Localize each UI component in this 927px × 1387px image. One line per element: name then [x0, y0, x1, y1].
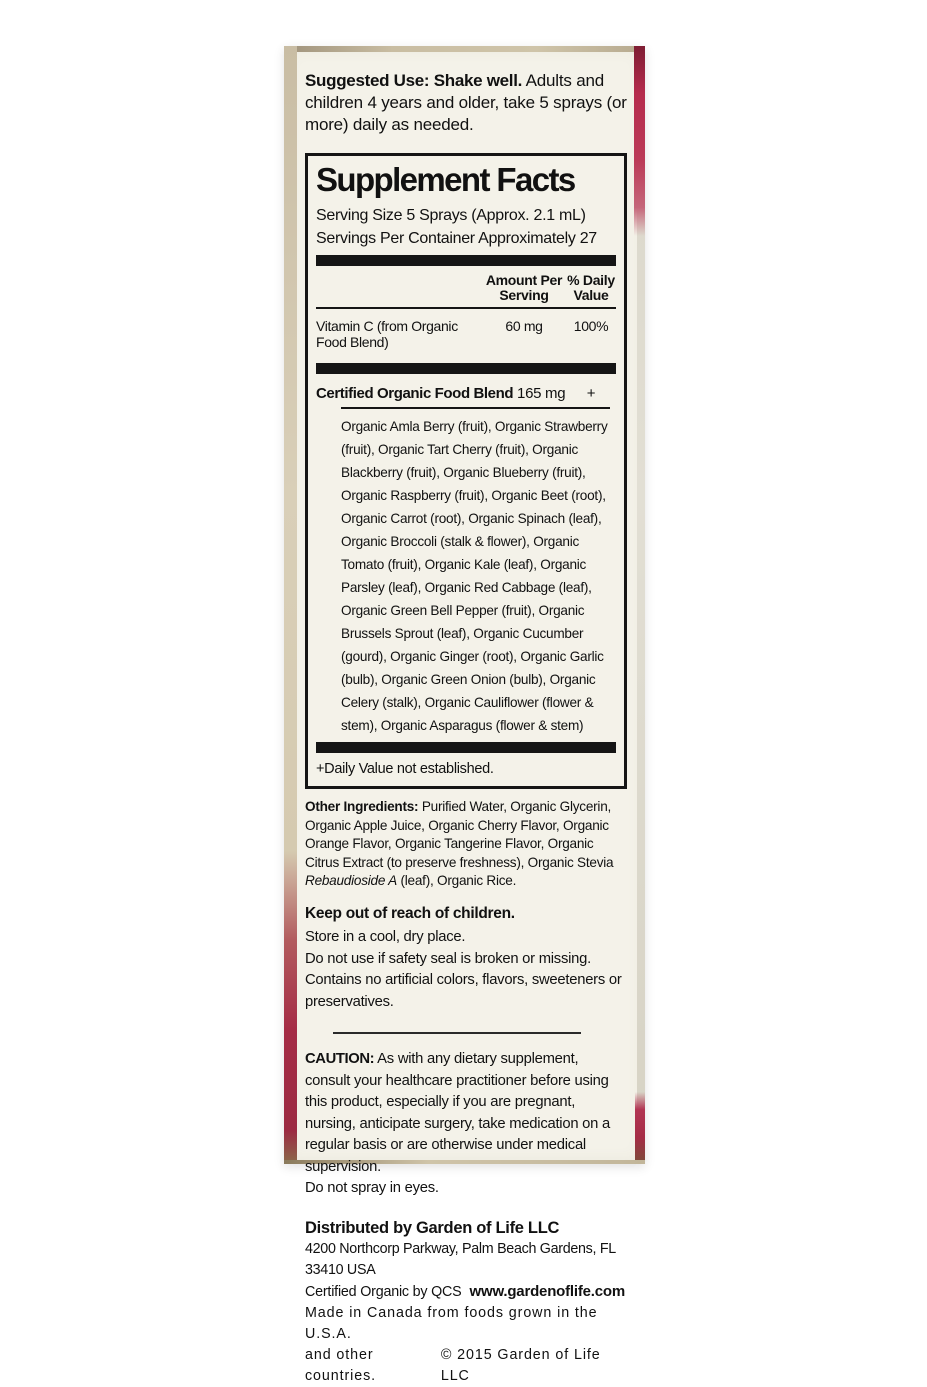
certified-row [305, 1281, 627, 1303]
nutrient-name: Vitamin C (from Organic Food Blend) [316, 318, 458, 350]
keep-out-warning: Keep out of reach of children. [305, 905, 515, 923]
daily-value-header [566, 273, 616, 303]
dv-header-line2: Value [573, 287, 609, 303]
blend-name-amount [316, 385, 566, 402]
blend-ingredients-list: Organic Amla Berry (fruit), Organic Strawberry (fruit), Organic Tart Cherry (fruit), Organic Blackberry (fruit), Organic Blueberry (fruit), Organic Raspberry (fruit), Organic Beet (root), Organic Carrot (root), Organic Spinach (leaf), Organic Broccoli (stalk & flower), Organic Tomato (fruit), Organic Kale (leaf), Organic Parsley (leaf), Organic Red Cabbage (leaf), Organic Green Bell Pepper (fruit), Organic Brussels Sprout (leaf), Organic Cucumber (gourd), Organic Ginger (root), Organic Garlic (bulb), Organic Green Onion (bulb), Organic Celery (stalk), Organic Cauliflower (flower & stem), Organic Asparagus (flower & stem) [341, 407, 610, 737]
warning-line: Do not use if safety seal is broken or missing. [305, 950, 591, 967]
warning-line: Store in a cool, dry place. [305, 929, 466, 946]
blend-daily-value: + [586, 385, 596, 402]
website-url: www.gardenoflife.com [469, 1282, 625, 1300]
caution-label: CAUTION: [305, 1051, 375, 1068]
thick-rule [316, 255, 616, 266]
warning-line: Contains no artificial colors, flavors, sweeteners or preservatives. [305, 972, 622, 1010]
blend-amount: 165 mg [517, 385, 566, 402]
blend-row [316, 379, 616, 407]
daily-value-footnote: +Daily Value not established. [316, 761, 494, 777]
made-in-line1: Made in Canada from foods grown in the U.S.A. [305, 1304, 598, 1342]
amount-per-serving-header [482, 273, 566, 303]
facts-column-headers [316, 271, 616, 309]
amount-header-line1: Amount Per [485, 272, 563, 288]
other-ingredients-italic: Rebaudioside A [305, 873, 397, 888]
copyright-text: © 2015 Garden of Life LLC [440, 1346, 601, 1384]
other-ingredients-part1: Purified Water, Organic Glycerin, Organic Apple Juice, Organic Cherry Flavor, Organic Orange Flavor, Organic Tangerine Flavor, Organic Citrus Extract (to preserve freshness), Organic Stevia [305, 799, 614, 870]
label-panel [305, 70, 627, 1387]
box-right-edge-red-bottom [635, 1092, 645, 1162]
suggested-use-text [305, 70, 627, 136]
nutrient-amount: 60 mg [505, 318, 543, 334]
distributor-name: Distributed by Garden of Life LLC [305, 1218, 560, 1237]
box-top-edge [284, 46, 645, 52]
made-in-line2-row [305, 1345, 627, 1387]
box-right-edge-red-top [634, 46, 645, 236]
other-ingredients [305, 798, 627, 891]
serving-size: Serving Size 5 Sprays (Approx. 2.1 mL) [316, 207, 586, 224]
suggested-use-lead: Suggested Use: Shake well. [305, 71, 523, 90]
servings-per-container: Servings Per Container Approximately 27 [316, 230, 597, 247]
nutrient-row-vitamin-c [316, 309, 616, 358]
distributor-block [305, 1217, 627, 1387]
caution-body: As with any dietary supplement, consult your healthcare practitioner before using this product, especially if you are pregnant, nursing, anticipate surgery, take medication on a regular basis or are otherwise under medical supervision. [305, 1051, 610, 1175]
other-ingredients-part2: (leaf), Organic Rice. [396, 873, 517, 888]
dv-header-line1: % Daily [567, 272, 615, 288]
caution-extra: Do not spray in eyes. [305, 1180, 439, 1197]
section-divider [333, 1032, 581, 1034]
blend-name: Certified Organic Food Blend [316, 385, 514, 402]
nutrient-daily-value: 100% [573, 318, 609, 334]
thick-rule [316, 363, 616, 374]
thick-rule [316, 742, 616, 753]
other-ingredients-label: Other Ingredients: [305, 799, 419, 814]
made-in-line2: and other countries. [305, 1346, 376, 1384]
certified-organic-text: Certified Organic by QCS [305, 1283, 462, 1300]
suggested-use-body: Adults and children 4 years and older, take 5 sprays (or more) daily as needed. [305, 71, 627, 134]
supplement-facts-panel [305, 153, 627, 789]
product-box [284, 46, 645, 1384]
storage-warnings [305, 927, 627, 1013]
amount-header-line2: Serving [499, 287, 549, 303]
distributor-address: 4200 Northcorp Parkway, Palm Beach Gardens, FL 33410 USA [305, 1240, 616, 1278]
supplement-facts-title: Supplement Facts [316, 161, 575, 198]
caution-text [305, 1049, 627, 1178]
box-left-edge [284, 46, 297, 1164]
